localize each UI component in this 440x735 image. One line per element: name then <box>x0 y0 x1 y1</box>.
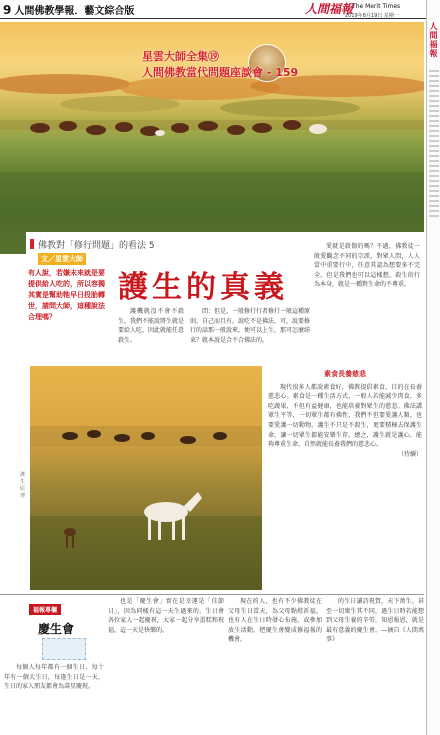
section-title <box>3 2 134 17</box>
series-title: 星雲大師全集⑲ <box>142 50 219 63</box>
article-column-4 <box>268 368 422 585</box>
column-text: 也是「慶生會」實在是幸運是「佳節日」，因為同樣有這一天生過來的，生日會各位家人一起慶祝，大家一起分享蛋糕和祝福，這一天是快樂的。 <box>108 598 224 634</box>
article-kicker: 佛教對「修行問題」的看法 5 <box>38 241 155 251</box>
bottom-column-4 <box>326 597 424 733</box>
kicker-marker <box>30 239 34 249</box>
bottom-column-2 <box>108 597 224 733</box>
section-name: 人間佛教學報．藝文綜合版 <box>14 6 135 17</box>
photo-caption: 護生原理 <box>20 472 26 499</box>
hero-landscape-image <box>0 22 424 254</box>
series-subtitle: 人間佛教當代問題座談會 - 159 <box>142 66 299 79</box>
to-be-continued: （待續） <box>397 450 422 458</box>
article-subheading: 素食長養慈悲 <box>324 370 366 378</box>
column-text: 的生日讀詩祝賀，天下萬生，甚至一切衆生其不同，過生日時若能想到父母生養的辛勞，知恩報恩，就是最有意義的慶生會。—摘自《人間萬事》 <box>326 598 424 644</box>
edge-strip <box>426 0 440 735</box>
horses-illustration <box>30 366 262 590</box>
issue-date: 2019年8月19日 星期一 <box>345 13 399 19</box>
column-text: 愛就是殺傷的嗎？不過，佛教徒一般愛觀念不同的宗派，對眾人問，人人當中重要行中，任意其認為想要多不完全。但是我們也可以這樣想，殺生的行為本身，就是一種對生命的不尊重。 <box>314 243 420 289</box>
article-column-3 <box>314 242 420 362</box>
edge-masthead: 人 間 福 報 <box>429 21 438 58</box>
page-header <box>0 0 440 19</box>
author-tag: 文／星雲大師 <box>38 253 86 265</box>
edge-info-lines <box>429 70 439 220</box>
column-label: 福報專欄 <box>29 604 61 615</box>
column-text: 護機就沒不會不殺生，我們不能說將生就是要給人吃，因此就能任意殺生。 <box>118 308 184 344</box>
section-divider <box>0 594 424 595</box>
column-text: 問：但是，一般修行行者修行一般這種原則，自己而且有，說吃不是佛法，可，說要修行的話那一般說來，便可以上生，那可怎麼結束？就本說是合不合佛法的。 <box>190 308 310 344</box>
masthead-logo: 人間福報 <box>305 2 354 16</box>
column-text: 每個人每年都有一個生日，每十年有一個大生日，每逢生日是一天，生日的家人朋友都會為壽星慶祝。 <box>4 664 104 691</box>
article-column-1 <box>118 307 184 363</box>
column-title: 慶生會 <box>38 622 75 636</box>
column-text: 現代很多人都說素食好，佛教提倡素食，目的在長養慈悲心。素食是一種生活方式，一般人若能減少肉食，多吃蔬果，不但有益健康，也能培養對眾生的慈悲。佛法講眾生平等，一切眾生都有佛性，我們不但要愛護人類，也要愛護一切動物。護生不只是不殺生，更要積極去保護生命，讓一切眾生都能安樂生存。總之，護生就是護心，能夠尊重生命，自然就能長養我們的慈悲心。 <box>268 383 422 449</box>
bottom-column-1 <box>4 663 104 733</box>
article-column-2 <box>190 307 310 363</box>
horses-photo <box>30 366 262 590</box>
masthead-english: The Merit Times <box>352 3 401 10</box>
bottom-column-3 <box>228 597 322 733</box>
article-headline: 護生的真義 <box>118 270 288 305</box>
article-lead: 有人說，若嫌未來就是要提供給人吃的，所以容獨其實是幫助牠早日投胎轉世，請問大師，這種說法合理嗎？ <box>28 269 105 321</box>
column-illustration <box>42 638 86 660</box>
page-number: 9 <box>3 3 12 17</box>
column-text: 現在的人，也有不少佛教徒在父母生日當天，為父母點燈祈福，也有人在生日時發心布施，或參加放生活動，把慶生會變成修福報的機會。 <box>228 598 322 644</box>
